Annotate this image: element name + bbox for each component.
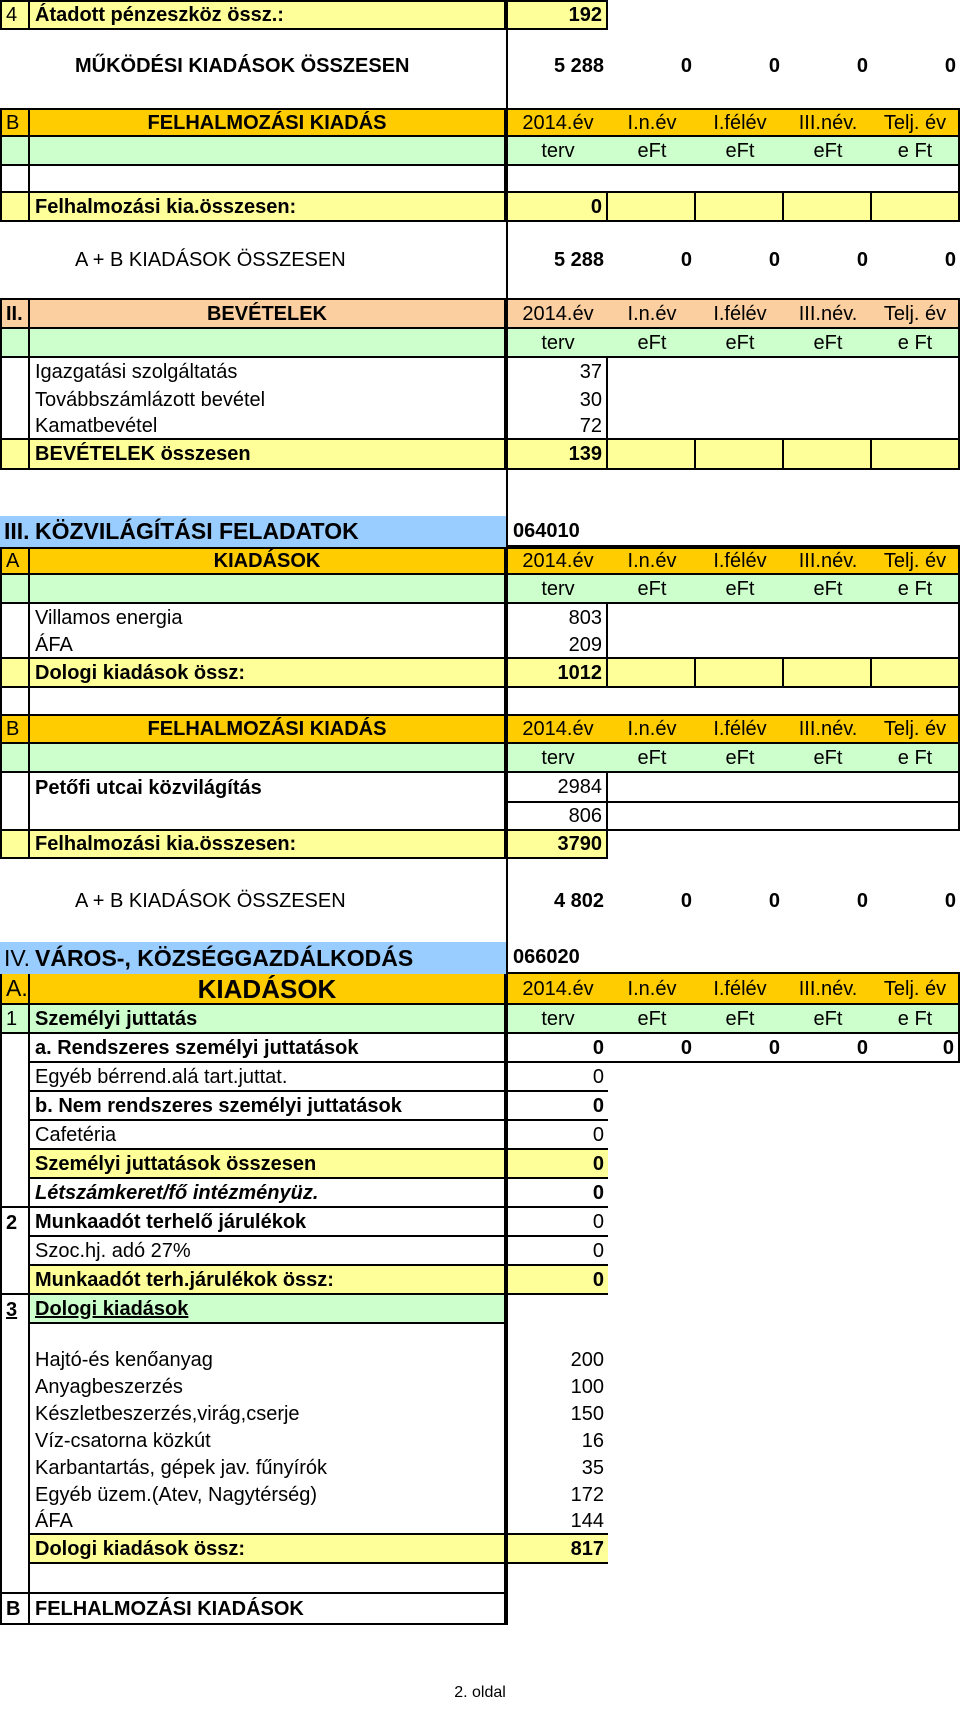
table-cell: 100 [570,1375,604,1398]
page-number: 2. oldal [454,1684,506,1701]
table-cell [0,413,30,440]
table-cell [30,166,506,193]
table-cell [0,1034,30,1063]
table-cell: Villamos energia [30,604,506,632]
table-cell [872,632,960,659]
table-row [0,166,960,193]
table-row [0,1564,960,1594]
table-cell: eFt [608,137,696,166]
table-row [0,632,960,659]
table-row [0,1295,960,1324]
table-cell: ÁFA [30,1508,506,1535]
table-row [0,1179,960,1208]
table-row [0,1324,960,1346]
table-cell: 0 [856,890,868,912]
table-cell: e Ft [872,137,960,166]
table-cell: Telj. év [872,974,960,1005]
table-cell: Telj. év [872,108,960,137]
table-cell: B [0,716,30,744]
table-cell: 5 288 [553,55,604,77]
table-cell: III.név. [784,974,872,1005]
table-cell: 2984 [508,773,608,803]
table-row [0,386,960,413]
table-cell [0,166,30,193]
table-cell [0,632,30,659]
table-cell: 0 [680,890,692,912]
table-cell: 0 [696,1034,784,1063]
table-cell: 0 [856,55,868,77]
column-divider [506,0,508,1625]
table-cell [0,1092,30,1121]
table-cell [0,1454,30,1481]
table-cell: I.n.év [608,298,696,329]
table-cell: Karbantartás, gépek jav. fűnyírók [30,1454,506,1481]
table-row [0,1034,960,1063]
table-cell: Továbbszámlázott bevétel [30,386,506,413]
table-cell: A + B KIADÁSOK ÖSSZESEN [75,249,346,271]
table-cell: 0 [872,1034,960,1063]
table-cell [784,440,872,470]
table-cell: 0 [944,55,956,77]
table-cell: 0 [508,1063,608,1092]
table-cell [30,1564,506,1594]
table-cell: 2014.év [508,298,608,329]
table-cell: 0 [680,55,692,77]
table-row [0,831,960,859]
table-cell [872,659,960,688]
table-cell [608,632,872,659]
table-cell: 4 802 [553,890,604,912]
table-cell: III.név. [784,108,872,137]
table-cell [0,329,30,358]
table-cell: 1 [0,1005,30,1034]
table-cell: Dologi kiadások össz: [30,1535,506,1564]
table-cell [0,604,30,632]
table-cell: e Ft [872,744,960,773]
table-cell [0,1481,30,1508]
table-cell: 0 [508,1092,608,1121]
table-cell [0,744,30,773]
table-row [0,575,960,604]
table-row [0,30,960,50]
table-cell [0,137,30,166]
table-cell [0,1121,30,1150]
table-row [0,358,960,386]
table-cell [696,440,784,470]
table-row [0,413,960,440]
table-row [0,1535,960,1564]
table-cell [30,803,506,831]
table-row [0,244,960,276]
table-cell: Személyi juttatás [30,1005,506,1034]
table-cell [0,1400,30,1427]
table-cell [30,744,506,773]
table-cell: 0 [508,193,608,222]
table-cell: I.n.év [608,547,696,575]
table-cell [872,386,960,413]
table-cell: Személyi juttatások összesen [30,1150,506,1179]
table-cell [0,1373,30,1400]
table-row [0,516,960,547]
table-cell: eFt [696,137,784,166]
table-row [0,604,960,632]
table-cell: eFt [608,575,696,604]
table-cell: 172 [570,1483,604,1506]
table-cell: 0 [508,1034,608,1063]
table-cell: terv [508,744,608,773]
table-row [0,1508,960,1535]
table-cell [608,516,960,547]
table-cell: Szoc.hj. adó 27% [30,1237,506,1266]
table-cell: I.n.év [608,974,696,1005]
table-row [0,0,960,30]
table-cell: terv [508,329,608,358]
table-cell: III.név. [784,716,872,744]
table-cell: 803 [508,604,608,632]
table-cell: Létszámkeret/fő intézményüz. [30,1179,506,1208]
table-cell: Cafetéria [30,1121,506,1150]
table-row [0,222,960,244]
table-cell: 144 [508,1508,608,1535]
table-cell: Készletbeszerzés,virág,cserje [30,1400,506,1427]
table-cell: Felhalmozási kia.összesen: [30,193,506,222]
table-cell [0,440,30,470]
table-row [0,744,960,773]
table-cell: 35 [581,1456,604,1479]
table-cell: 3790 [508,831,608,859]
table-cell [608,773,960,803]
table-row [0,329,960,358]
table-cell: eFt [696,575,784,604]
table-cell: Víz-csatorna közkút [30,1427,506,1454]
table-cell [0,773,30,803]
table-cell [508,688,960,716]
table-cell [0,575,30,604]
table-cell: Munkaadót terh.járulékok össz: [30,1266,506,1295]
table-cell: FELHALMOZÁSI KIADÁS [30,716,506,744]
table-row [0,1400,960,1427]
table-cell: e Ft [872,1005,960,1034]
table-cell: I.félév [696,547,784,575]
table-cell: II. [0,298,30,329]
table-cell: eFt [784,575,872,604]
table-cell: 150 [570,1402,604,1425]
table-cell [696,193,784,222]
table-cell: A [0,547,30,575]
table-cell [508,166,960,193]
table-row [0,773,960,803]
table-cell [0,1346,30,1373]
table-cell: e Ft [872,575,960,604]
table-row [0,974,960,1005]
table-cell: 0 [508,1121,608,1150]
table-cell [0,1237,30,1266]
table-row [0,803,960,831]
table-cell: I.félév [696,716,784,744]
table-row [0,137,960,166]
table-cell: 1012 [508,659,608,688]
table-cell [0,659,30,688]
table-cell: 3 [0,1295,30,1324]
table-cell: KIADÁSOK [30,974,506,1005]
table-cell: eFt [784,1005,872,1034]
table-cell: I.félév [696,108,784,137]
table-cell [0,1535,30,1564]
table-cell: 192 [508,0,608,30]
table-cell [0,1564,30,1594]
table-cell [0,1324,30,1346]
table-cell: 0 [768,890,780,912]
table-cell: Petőfi utcai közvilágítás [30,773,506,803]
table-row [0,917,960,942]
table-cell: 200 [570,1348,604,1371]
table-row [0,1208,960,1237]
table-cell: 5 288 [553,249,604,271]
table-cell [0,358,30,386]
table-cell: b. Nem rendszeres személyi juttatások [30,1092,506,1121]
table-cell: 37 [508,358,608,386]
table-cell: III.név. [784,298,872,329]
table-cell: KIADÁSOK [30,547,506,575]
table-row [0,1594,960,1625]
table-cell: 16 [581,1429,604,1452]
table-cell: MŰKÖDÉSI KIADÁSOK ÖSSZESEN [75,55,410,77]
table-cell: I.n.év [608,108,696,137]
table-cell: 0 [768,249,780,271]
table-cell: I.n.év [608,716,696,744]
table-cell: VÁROS-, KÖZSÉGGAZDÁLKODÁS [30,942,506,974]
table-row [0,885,960,917]
table-cell: 0 [508,1266,608,1295]
table-cell: eFt [608,329,696,358]
table-cell [0,1179,30,1208]
table-cell [872,440,960,470]
table-cell: III.név. [784,547,872,575]
table-row [0,688,960,716]
table-row [0,1266,960,1295]
table-row [0,1005,960,1034]
table-cell: 0 [768,55,780,77]
table-cell: Átadott pénzeszköz össz.: [30,0,506,30]
table-cell: 0 [508,1150,608,1179]
table-cell [0,688,30,716]
table-cell: IV. [0,942,30,974]
table-cell: eFt [784,744,872,773]
table-cell: 209 [508,632,608,659]
table-cell: 0 [784,1034,872,1063]
table-cell: I.félév [696,298,784,329]
table-row [0,1454,960,1481]
table-cell: A. [0,974,30,1005]
table-cell: 0 [856,249,868,271]
table-cell: Egyéb bérrend.alá tart.juttat. [30,1063,506,1092]
table-cell [872,193,960,222]
table-cell [0,1063,30,1092]
table-cell: I.félév [696,974,784,1005]
table-cell [608,413,872,440]
table-cell: 72 [508,413,608,440]
table-cell: 2014.év [508,108,608,137]
table-row [0,298,960,329]
table-cell: 0 [508,1237,608,1266]
table-cell: 0 [508,1208,608,1237]
table-cell: 0 [508,1179,608,1208]
table-row [0,1427,960,1454]
table-cell: BEVÉTELEK összesen [30,440,506,470]
table-cell [872,358,960,386]
table-cell: FELHALMOZÁSI KIADÁSOK [30,1594,506,1625]
table-row [0,50,960,82]
table-row [0,276,960,298]
table-cell [0,386,30,413]
table-cell: 0 [608,1034,696,1063]
table-row [0,942,960,974]
table-cell [30,137,506,166]
table-cell: BEVÉTELEK [30,298,506,329]
table-cell [696,659,784,688]
table-row [0,1150,960,1179]
table-cell [872,604,960,632]
table-cell: Kamatbevétel [30,413,506,440]
table-cell: 30 [508,386,608,413]
table-cell [30,329,506,358]
table-cell [30,1324,506,1346]
table-cell: eFt [784,329,872,358]
table-cell: eFt [696,329,784,358]
table-cell [30,575,506,604]
table-cell: 2014.év [508,716,608,744]
table-row [0,659,960,688]
table-row [0,82,960,108]
table-cell: Egyéb üzem.(Atev, Nagytérség) [30,1481,506,1508]
table-cell [608,803,960,831]
table-cell: terv [508,575,608,604]
table-cell: e Ft [872,329,960,358]
table-cell: 0 [680,249,692,271]
table-cell: eFt [608,1005,696,1034]
table-row [0,1481,960,1508]
table-cell: eFt [784,137,872,166]
table-cell: Felhalmozási kia.összesen: [30,831,506,859]
table-row [0,193,960,222]
table-cell [30,688,506,716]
table-cell: a. Rendszeres személyi juttatások [30,1034,506,1063]
table-cell: Telj. év [872,547,960,575]
table-cell: ÁFA [30,632,506,659]
table-cell [0,1508,30,1535]
table-cell [608,659,696,688]
table-cell: eFt [696,1005,784,1034]
table-row [0,108,960,137]
table-cell: Hajtó-és kenőanyag [30,1346,506,1373]
table-cell: eFt [608,744,696,773]
table-row [0,1121,960,1150]
table-cell: 4 [0,0,30,30]
table-cell [608,942,960,974]
table-row [0,440,960,470]
table-row [0,716,960,744]
table-cell [0,1427,30,1454]
table-cell: FELHALMOZÁSI KIADÁS [30,108,506,137]
table-cell [784,193,872,222]
table-cell: A + B KIADÁSOK ÖSSZESEN [75,890,346,912]
table-cell: 0 [944,890,956,912]
table-cell: 139 [508,440,608,470]
table-cell: Anyagbeszerzés [30,1373,506,1400]
table-cell: Munkaadót terhelő járulékok [30,1208,506,1237]
table-row [0,1373,960,1400]
table-cell: terv [508,1005,608,1034]
table-cell [872,413,960,440]
table-cell: B [0,108,30,137]
table-cell [0,193,30,222]
table-cell [0,803,30,831]
table-cell: 2014.év [508,547,608,575]
table-cell: 0 [944,249,956,271]
table-row [0,1346,960,1373]
table-cell: 806 [508,803,608,831]
table-cell: Dologi kiadások [30,1295,506,1324]
table-row [0,1063,960,1092]
table-cell: terv [508,137,608,166]
table-cell: Dologi kiadások össz: [30,659,506,688]
table-cell: III. [0,516,30,547]
table-row [0,1237,960,1266]
table-cell [784,659,872,688]
table-cell [0,831,30,859]
table-cell: 2014.év [508,974,608,1005]
table-cell: KÖZVILÁGÍTÁSI FELADATOK [30,516,506,547]
table-cell: 064010 [508,516,608,547]
table-cell: Telj. év [872,298,960,329]
table-cell: B [0,1594,30,1625]
table-row [0,547,960,575]
table-row [0,859,960,885]
table-row [0,1092,960,1121]
table-cell: 066020 [508,942,608,974]
table-row [0,470,960,516]
table-cell: eFt [696,744,784,773]
table-cell: Telj. év [872,716,960,744]
table-cell [608,193,696,222]
table-cell: Igazgatási szolgáltatás [30,358,506,386]
table-cell [0,1150,30,1179]
table-cell [0,1266,30,1295]
table-cell [608,440,696,470]
table-cell: 2 [0,1208,30,1237]
table-cell: 817 [508,1535,608,1564]
